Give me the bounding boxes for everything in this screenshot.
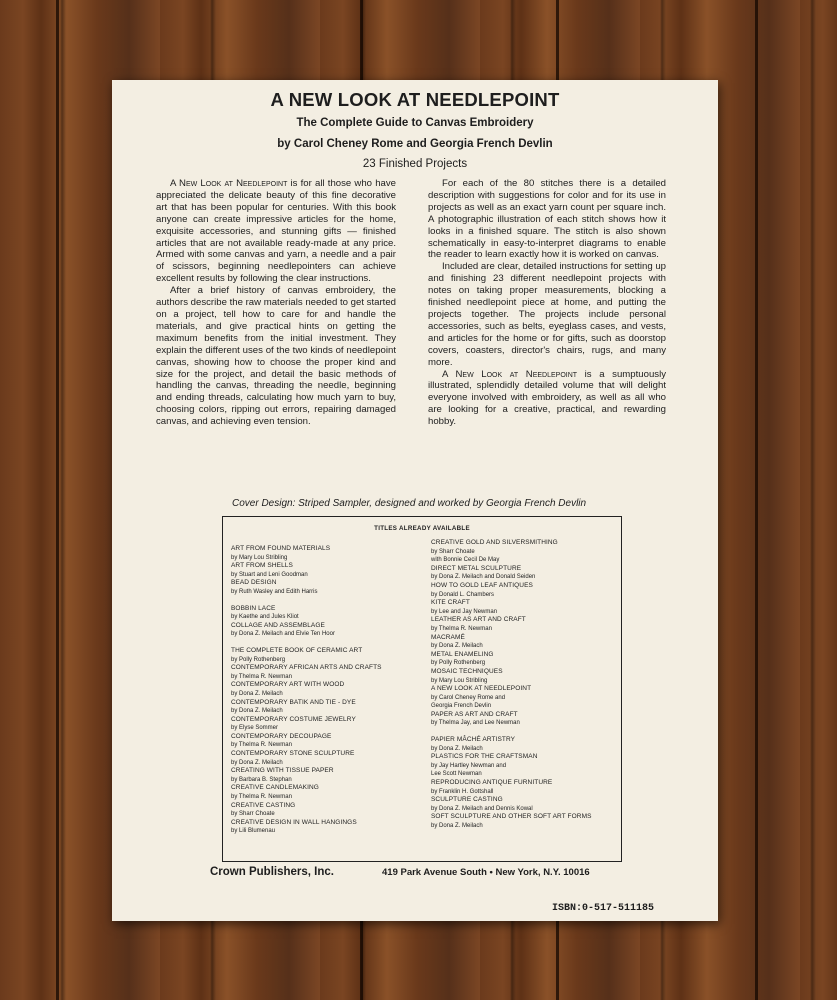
entry-author: by Thelma R. Newman xyxy=(231,673,292,680)
entry-title: SCULPTURE CASTING xyxy=(431,796,503,804)
cover-design-credit: Cover Design: Striped Sampler, designed and worked by Georgia French Devlin xyxy=(232,498,587,509)
title-entry xyxy=(431,685,619,711)
entry-title: CONTEMPORARY COSTUME JEWELRY xyxy=(231,715,356,723)
entry-title: ART FROM SHELLS xyxy=(231,562,293,570)
projects-count: 23 Finished Projects xyxy=(362,158,468,170)
entry-title: CONTEMPORARY DECOUPAGE xyxy=(231,732,332,740)
entry-author: by Thelma R. Newman xyxy=(431,625,492,632)
entry-title: HOW TO GOLD LEAF ANTIQUES xyxy=(431,581,533,589)
book-title-inline: A New Look at Needlepoint xyxy=(170,178,288,189)
wood-seam xyxy=(56,0,59,1000)
entry-title: A NEW LOOK AT NEEDLEPOINT xyxy=(431,685,532,693)
title-entry xyxy=(231,664,423,681)
entry-author: by Dona Z. Meilach xyxy=(431,823,483,829)
entry-author: Georgia French Devlin xyxy=(431,703,492,710)
entry-title: CREATING WITH TISSUE PAPER xyxy=(231,767,334,775)
entry-title: CONTEMPORARY BATIK AND TIE - DYE xyxy=(231,698,356,706)
entry-title: BOBBIN LACE xyxy=(231,604,276,612)
entry-title: CONTEMPORARY AFRICAN ARTS AND CRAFTS xyxy=(231,664,382,672)
entry-title: THE COMPLETE BOOK OF CERAMIC ART xyxy=(231,646,363,654)
description-paragraph: Included are clear, detailed instructions for setting up and finishing 23 different needlepoint projects with notes on taking proper measurements, blocking a finished needlepoint piece at home, and putting the projects together. The projects include personal accessories, such as belts, eyeglass cases, and vests, and articles for the home or for gifts, such as doorstop covers, coasters, director's chairs, rugs, and many more. xyxy=(428,261,666,368)
entry-author: Lee Scott Newman xyxy=(431,771,482,778)
title-entry xyxy=(231,716,423,733)
title-entry xyxy=(231,545,423,562)
title-entry xyxy=(231,622,423,639)
titles-available-heading: TITLES ALREADY AVAILABLE xyxy=(374,525,470,532)
entry-title: CONTEMPORARY STONE SCULPTURE xyxy=(231,750,355,758)
title-entry xyxy=(231,681,423,698)
entry-title: CREATIVE CANDLEMAKING xyxy=(231,784,319,792)
title-entry xyxy=(231,647,423,664)
description-left-column xyxy=(156,178,396,428)
title-entry xyxy=(431,796,619,813)
book-authors: by Carol Cheney Rome and Georgia French Devlin xyxy=(277,138,553,150)
publisher-address: 419 Park Avenue South • New York, N.Y. 10016 xyxy=(382,867,590,878)
entry-title: CREATIVE CASTING xyxy=(231,801,296,809)
entry-author: by Donald L. Chambers xyxy=(431,591,495,598)
title-entry xyxy=(431,599,619,616)
entry-title: SOFT SCULPTURE AND OTHER SOFT ART FORMS xyxy=(431,813,592,821)
paragraph-text: is a sumptuously illustrated, splendidly detailed volume that will delight everyone involved with embroidery, as well as all who are looking for a creative, practical, and rewarding hobby. xyxy=(428,368,667,428)
entry-author: by Dona Z. Meilach xyxy=(231,759,283,766)
list-spacer xyxy=(231,597,423,605)
entry-author: by Elyse Sommer xyxy=(231,725,279,732)
entry-author: by Dona Z. Meilach and Elvie Ten Hoor xyxy=(231,631,335,638)
title-entry xyxy=(431,616,619,633)
entry-title: DIRECT METAL SCULPTURE xyxy=(431,564,522,572)
description-right-column xyxy=(428,178,666,428)
entry-author: by Sharr Choate xyxy=(231,811,275,818)
entry-title: BEAD DESIGN xyxy=(231,579,277,587)
entry-title: PAPIER MÂCHÉ ARTISTRY xyxy=(431,736,516,744)
entry-title: PAPER AS ART AND CRAFT xyxy=(431,710,518,718)
entry-title: REPRODUCING ANTIQUE FURNITURE xyxy=(431,779,553,787)
entry-author: by Dona Z. Meilach xyxy=(231,690,283,697)
entry-title: ART FROM FOUND MATERIALS xyxy=(231,545,331,552)
title-entry xyxy=(431,711,619,728)
isbn-number: ISBN:0-517-511185 xyxy=(552,903,655,914)
publisher-name: Crown Publishers, Inc. xyxy=(210,866,334,878)
entry-author: by Dona Z. Meilach and Donald Seiden xyxy=(431,574,536,581)
entry-author: by Mary Lou Stribling xyxy=(231,554,288,561)
title-entry xyxy=(431,736,619,753)
title-entry xyxy=(431,565,619,582)
paragraph-text: is for all those who have appreciated the delicate beauty of this fine decorative art that has been popular for centuries. With this book anyone can create impressive articles for the home, exquisite accessories, and stunning gifts — finished articles that are not available ready-made at any price. Armed with some canvas and yarn, a needle and a pair of scissors, beginning needlepointers can achieve excellent results by following the clear instructions. xyxy=(156,178,396,285)
entry-title: LEATHER AS ART AND CRAFT xyxy=(431,616,526,624)
title-entry xyxy=(231,579,423,596)
title-entry xyxy=(431,539,619,565)
entry-title: PLASTICS FOR THE CRAFTSMAN xyxy=(431,753,538,761)
entry-author: by Sharr Choate xyxy=(431,548,475,555)
description-paragraph: For each of the 80 stitches there is a detailed description with suggestions for color and for its use in projects as well as an exact yarn count per square inch. A photographic illustration of each stitch shows how it looks in a finished square. The stitch is also shown schematically in easy-to-interpret diagrams to enable the reader to learn exactly how it is worked on canvas. xyxy=(428,178,666,261)
book-title: A NEW LOOK AT NEEDLEPOINT xyxy=(270,89,560,110)
entry-author: with Bonnie Cecil De May xyxy=(431,557,500,564)
title-entry xyxy=(231,784,423,801)
entry-author: by Jay Hartley Newman and xyxy=(431,762,507,769)
entry-author: by Kaethe and Jules Kliot xyxy=(231,614,299,621)
description-paragraph: After a brief history of canvas embroidery, the authors describe the raw materials needed to get started on a project, tell how to care for and handle the materials, and give practical hints on getting the maximum benefits from the initial investment. They explain the different uses of the two kinds of needlepoint canvas, showing how to choose the proper kind and size for the project, and detail the basic methods of handling the canvas, threading the needle, beginning and ending threads, calculating how much yarn to buy, choosing colors, ripping out errors, repairing damaged canvas, and achieving even tension. xyxy=(156,285,396,428)
entry-author: by Thelma R. Newman xyxy=(231,742,292,749)
entry-author: by Lee and Jay Newman xyxy=(431,608,498,615)
entry-title: KITE CRAFT xyxy=(431,599,470,607)
title-entry xyxy=(231,605,423,622)
entry-author: by Stuart and Leni Goodman xyxy=(231,571,308,578)
book-back-cover xyxy=(112,80,718,921)
title-entry xyxy=(431,753,619,779)
title-entry xyxy=(431,668,619,685)
entry-author: by Carol Cheney Rome and xyxy=(431,694,506,701)
entry-title: METAL ENAMELING xyxy=(431,650,494,658)
entry-author: by Lili Blumenau xyxy=(231,828,276,835)
entry-title: CONTEMPORARY ART WITH WOOD xyxy=(231,681,345,689)
entry-title: MACRAMÉ xyxy=(431,633,465,641)
entry-author: by Barbara B. Stephan xyxy=(231,776,292,783)
entry-author: by Dona Z. Meilach and Dennis Kowal xyxy=(431,805,533,812)
entry-title: CREATIVE DESIGN IN WALL HANGINGS xyxy=(231,818,357,826)
title-entry xyxy=(431,779,619,796)
title-entry xyxy=(231,733,423,750)
entry-author: by Dona Z. Meilach xyxy=(431,745,483,752)
entry-author: by Ruth Wasley and Edith Harris xyxy=(231,588,318,595)
entry-author: by Dona Z. Meilach xyxy=(431,643,483,650)
book-title-inline: A New Look at Needlepoint xyxy=(442,368,578,380)
entry-author: by Mary Lou Stribling xyxy=(431,677,488,684)
title-entry xyxy=(231,767,423,784)
title-entry xyxy=(431,813,619,830)
book-subtitle: The Complete Guide to Canvas Embroidery xyxy=(296,117,534,129)
titles-list-right xyxy=(431,539,619,831)
entry-title: COLLAGE AND ASSEMBLAGE xyxy=(231,621,325,629)
description-paragraph xyxy=(428,369,666,429)
title-entry xyxy=(231,819,423,836)
titles-available-box xyxy=(222,516,622,862)
title-entry xyxy=(231,802,423,819)
list-spacer xyxy=(231,639,423,647)
entry-author: by Polly Rothenberg xyxy=(431,660,486,667)
description-paragraph xyxy=(156,178,396,285)
entry-author: by Polly Rothenberg xyxy=(231,656,286,663)
title-entry xyxy=(431,651,619,668)
entry-author: by Thelma Jay, and Lee Newman xyxy=(431,720,520,727)
wood-seam xyxy=(755,0,758,1000)
title-entry xyxy=(231,562,423,579)
title-entry xyxy=(431,634,619,651)
entry-author: by Dona Z. Meilach xyxy=(231,708,283,715)
title-entry xyxy=(231,699,423,716)
entry-author: by Franklin H. Gottshall xyxy=(431,788,494,795)
title-entry xyxy=(431,582,619,599)
list-spacer xyxy=(431,728,619,736)
entry-author: by Thelma R. Newman xyxy=(231,794,292,801)
entry-title: MOSAIC TECHNIQUES xyxy=(431,667,503,675)
entry-title: CREATIVE GOLD AND SILVERSMITHING xyxy=(431,539,558,546)
title-entry xyxy=(231,750,423,767)
titles-list-left xyxy=(231,545,423,836)
